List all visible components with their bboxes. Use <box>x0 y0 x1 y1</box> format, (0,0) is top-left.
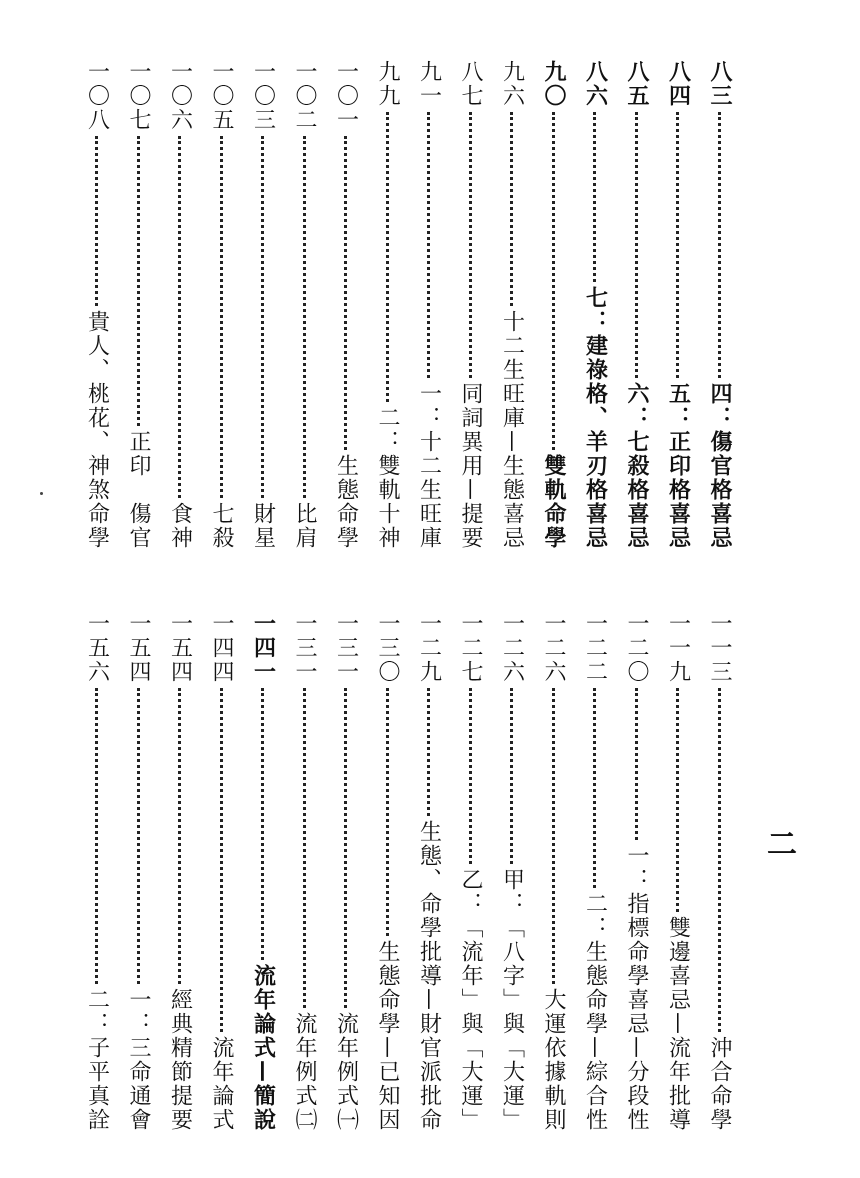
toc-leader-dots <box>261 136 264 498</box>
toc-entry-row <box>82 60 112 550</box>
toc-entry-row <box>497 60 527 550</box>
toc-entry-row <box>123 60 153 550</box>
toc-leader-dots <box>386 112 389 402</box>
toc-entry-page: 一四四 <box>209 612 234 684</box>
toc-entry-row <box>538 60 568 550</box>
toc-entry-row <box>621 612 651 1132</box>
toc-entry-page: 一三一 <box>292 612 317 684</box>
toc-entry-title: 甲：「八字」與「大運」 <box>499 868 525 1132</box>
toc-entry <box>82 60 112 550</box>
toc-entry-row <box>414 60 444 550</box>
toc-entry-row <box>165 612 195 1132</box>
toc-entry-row <box>663 612 693 1132</box>
toc-leader-dots <box>552 688 555 984</box>
toc-leader-dots <box>635 688 638 840</box>
toc-entry <box>663 60 693 550</box>
toc-leader-dots <box>635 112 638 378</box>
toc-entry-title: 十二生旺庫—生態喜忌 <box>499 310 525 550</box>
toc-leader-dots <box>676 112 679 378</box>
toc-leader-dots <box>303 136 306 498</box>
toc-entry <box>331 612 361 1132</box>
toc-entry-page: 一三〇 <box>375 612 400 684</box>
toc-entry-row <box>331 612 361 1132</box>
toc-entry-title: 流年論式 <box>209 1036 234 1132</box>
toc-leader-dots <box>95 136 98 306</box>
toc-leader-dots <box>303 688 306 1008</box>
toc-entry-page: 一五四 <box>126 612 151 684</box>
toc-entry-row <box>206 60 236 550</box>
toc-entry <box>331 60 361 550</box>
toc-entry-title: 流年例式㈠ <box>333 1012 359 1132</box>
toc-leader-dots <box>427 688 430 816</box>
toc-entry-row <box>497 612 527 1132</box>
toc-entry-title: 沖合命學 <box>707 1036 732 1132</box>
toc-entry-page: 一五四 <box>167 612 193 684</box>
toc-entry-title: 六：七殺格喜忌 <box>624 382 649 550</box>
toc-entry-row <box>289 60 319 550</box>
toc-entry-title: 七：建祿格、羊刃格喜忌 <box>582 286 608 550</box>
toc-entry-title: 一：三命通會 <box>126 988 151 1132</box>
toc-entry-row <box>663 60 693 550</box>
toc-entry <box>704 612 734 1132</box>
toc-entry-row <box>414 612 444 1132</box>
toc-entry-page: 一二六 <box>499 612 525 684</box>
toc-entry <box>580 60 610 550</box>
toc-entry-title: 二：生態命學—綜合性 <box>582 892 608 1132</box>
toc-entry-page: 一五六 <box>84 612 110 684</box>
toc-entry-page: 九九 <box>375 60 400 108</box>
toc-leader-dots <box>469 688 472 864</box>
toc-block-top <box>44 60 734 550</box>
toc-entry-row <box>704 612 734 1132</box>
toc-leader-dots <box>261 688 264 960</box>
toc-entry-row <box>538 612 568 1132</box>
toc-entry-title: 四：傷官格喜忌 <box>707 382 732 550</box>
toc-entry-title: 生態命學 <box>333 454 359 550</box>
toc-entry <box>372 612 402 1132</box>
toc-leader-dots <box>676 688 679 912</box>
toc-entry <box>206 612 236 1132</box>
toc-entry <box>580 612 610 1132</box>
toc-leader-dots <box>344 136 347 450</box>
toc-leader-dots <box>718 688 721 1032</box>
toc-entry-page: 一二〇 <box>624 612 649 684</box>
toc-entry-row <box>82 612 112 1132</box>
toc-entry-row <box>580 612 610 1132</box>
toc-entry-page: 八七 <box>458 60 483 108</box>
toc-entry-page: 八四 <box>665 60 691 108</box>
toc-entry <box>165 612 195 1132</box>
toc-block-bottom <box>44 612 734 1132</box>
toc-entry-page: 一〇六 <box>167 60 193 132</box>
toc-entry <box>248 60 278 550</box>
toc-entry-page: 一一三 <box>707 612 732 684</box>
toc-entry-page: 九一 <box>416 60 442 108</box>
toc-entry-title: 五：正印格喜忌 <box>665 382 691 550</box>
toc-leader-dots <box>344 688 347 1008</box>
toc-entry <box>538 612 568 1132</box>
toc-entry-title: 流年論式—簡說 <box>250 964 276 1132</box>
page-number: 二 <box>761 828 796 858</box>
toc-entry-row <box>621 60 651 550</box>
toc-leader-dots <box>469 112 472 378</box>
toc-leader-dots <box>178 136 181 498</box>
toc-entry-page: 九六 <box>499 60 525 108</box>
toc-leader-dots <box>137 136 140 426</box>
toc-entry <box>123 612 153 1132</box>
toc-leader-dots <box>386 688 389 936</box>
toc-entry-row <box>123 612 153 1132</box>
toc-leader-dots <box>593 112 596 282</box>
toc-entry-row <box>248 612 278 1132</box>
toc-entry-row <box>289 612 319 1132</box>
toc-leader-dots <box>427 112 430 378</box>
toc-entry <box>248 612 278 1132</box>
toc-entry-page: 一四一 <box>250 612 276 684</box>
toc-entry-title: 生態命學—已知因 <box>375 940 400 1132</box>
toc-entry-page: 一二二 <box>582 612 608 684</box>
toc-entry-title: 雙軌命學 <box>541 454 566 550</box>
toc-entry-title: 正印 傷官 <box>126 430 151 550</box>
toc-leader-dots <box>718 112 721 378</box>
toc-entry <box>621 60 651 550</box>
toc-entry-title: 二：雙軌十神 <box>375 406 400 550</box>
toc-entry-title: 貴人、桃花、神煞命學 <box>84 310 110 550</box>
toc-entry <box>165 60 195 550</box>
toc-entry-title: 生態、命學批導—財官派批命 <box>416 820 442 1132</box>
toc-leader-dots <box>137 688 140 984</box>
toc-entry-row <box>580 60 610 550</box>
toc-leader-dots <box>220 688 223 1032</box>
toc-entry-page: 八五 <box>624 60 649 108</box>
toc-entry-title: 流年例式㈡ <box>292 1012 317 1132</box>
toc-leader-dots <box>593 688 596 888</box>
toc-leader-dots <box>178 688 181 984</box>
toc-entry-row <box>372 60 402 550</box>
toc-entry-page: 一〇七 <box>126 60 151 132</box>
toc-entry-title: 二：子平真詮 <box>84 988 110 1132</box>
toc-entry <box>206 60 236 550</box>
toc-entry <box>414 612 444 1132</box>
toc-leader-dots <box>220 136 223 498</box>
toc-entry-page: 一二七 <box>458 612 483 684</box>
toc-entry <box>414 60 444 550</box>
toc-entry <box>289 60 319 550</box>
toc-entry-row <box>704 60 734 550</box>
toc-entry-page: 一〇八 <box>84 60 110 132</box>
toc-entry <box>455 612 485 1132</box>
toc-leader-dots <box>552 112 555 450</box>
toc-entry-page: 一〇一 <box>333 60 359 132</box>
toc-entry <box>538 60 568 550</box>
toc-entry-page: 一二九 <box>416 612 442 684</box>
scan-speck <box>40 492 43 495</box>
toc-leader-dots <box>95 688 98 984</box>
toc-entry-title: 一：十二生旺庫 <box>416 382 442 550</box>
toc-entry-page: 八六 <box>582 60 608 108</box>
toc-entry-page: 一一九 <box>665 612 691 684</box>
toc-entry-title: 七殺 <box>209 502 234 550</box>
toc-entry <box>621 612 651 1132</box>
toc-entry-title: 食神 <box>167 502 193 550</box>
toc-entry-page: 一〇二 <box>292 60 317 132</box>
toc-entry-row <box>372 612 402 1132</box>
toc-entry-page: 一〇五 <box>209 60 234 132</box>
toc-leader-dots <box>510 112 513 306</box>
toc-entry <box>123 60 153 550</box>
toc-entry-page: 一〇三 <box>250 60 276 132</box>
toc-entry <box>663 612 693 1132</box>
toc-entry <box>82 612 112 1132</box>
toc-entry <box>289 612 319 1132</box>
toc-entry <box>497 612 527 1132</box>
toc-entry-page: 一二六 <box>541 612 566 684</box>
toc-entry-row <box>165 60 195 550</box>
toc-entry-row <box>455 612 485 1132</box>
toc-leader-dots <box>510 688 513 864</box>
toc-entry-title: 乙：「流年」與「大運」 <box>458 868 483 1132</box>
toc-entry <box>372 60 402 550</box>
toc-entry-row <box>331 60 361 550</box>
toc-entry-title: 財星 <box>250 502 276 550</box>
toc-entry-row <box>206 612 236 1132</box>
toc-entry-row <box>455 60 485 550</box>
toc-entry-row <box>248 60 278 550</box>
toc-entry <box>704 60 734 550</box>
toc-entry-page: 一三一 <box>333 612 359 684</box>
toc-entry <box>497 60 527 550</box>
toc-entry-page: 九〇 <box>541 60 566 108</box>
toc-entry-title: 比肩 <box>292 502 317 550</box>
toc-entry <box>455 60 485 550</box>
toc-entry-page: 八三 <box>707 60 732 108</box>
toc-entry-title: 大運依據軌則 <box>541 988 566 1132</box>
toc-entry-title: 同詞異用—提要 <box>458 382 483 550</box>
toc-entry-title: 經典精節提要 <box>167 988 193 1132</box>
toc-entry-title: 一：指標命學喜忌—分段性 <box>624 844 649 1132</box>
toc-entry-title: 雙邊喜忌—流年批導 <box>665 916 691 1132</box>
